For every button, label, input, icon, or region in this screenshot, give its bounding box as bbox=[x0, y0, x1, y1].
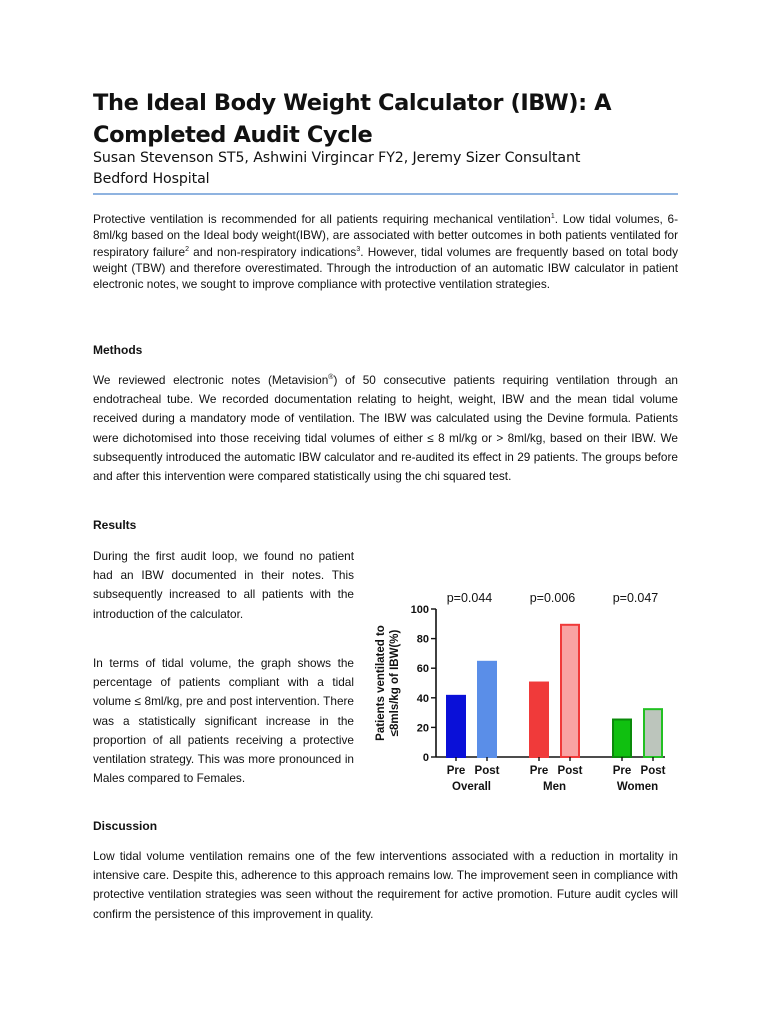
svg-text:≤8mls/kg of IBW(%): ≤8mls/kg of IBW(%) bbox=[389, 629, 401, 737]
intro-text-2: . Low tidal volumes, 6-8ml/kg based on the Ideal body weight(IBW), are associated with better outcomes in both patients ventilated for respiratory failure bbox=[93, 212, 679, 259]
y-axis-label bbox=[375, 625, 401, 741]
bar-overall-pre bbox=[447, 696, 465, 757]
document-title bbox=[93, 87, 693, 151]
bar-women-pre bbox=[613, 720, 631, 757]
x-tick-label: Post bbox=[640, 765, 666, 777]
results-paragraph-2: In terms of tidal volume, the graph shows the percentage of patients compliant with a tidal volume ≤ 8ml/kg, pre and post intervention. There was a statistically significant increase in the proportion of all patients receiving a protective ventilation strategy. This was more pronounced in Males compared to Females. bbox=[93, 656, 354, 786]
group-label-overall: Overall bbox=[452, 781, 491, 793]
methods-paragraph bbox=[93, 371, 678, 486]
results-heading: Results bbox=[93, 518, 137, 532]
discussion-heading: Discussion bbox=[93, 819, 158, 833]
discussion-paragraph: Low tidal volume ventilation remains one of the few interventions associated with a reduction in mortality in intensive care. Despite this, adherence to this approach remains low. The improvement seen in compliance with protective ventilation strategies was seen without the requirement for active promotion. Future audit cycles will confirm the persistence of this improvement in quality. bbox=[93, 849, 678, 921]
p-value-men: p=0.006 bbox=[529, 591, 576, 605]
x-tick-label: Pre bbox=[612, 765, 632, 777]
methods-text-1: We reviewed electronic notes (Metavision bbox=[93, 373, 329, 387]
group-label-women: Women bbox=[616, 781, 659, 793]
citation-2: 2 bbox=[185, 245, 189, 253]
title-line-2: Completed Audit Cycle bbox=[93, 122, 373, 148]
citation-3: 3 bbox=[356, 245, 361, 253]
y-tick-label: 80 bbox=[416, 633, 429, 646]
intro-text-4: . However, tidal volumes are frequently based on total body weight (TBW) and therefore overestimated. Through the introduction of an automatic IBW calculator in patient electronic notes, we sought to improve compliance with protective ventilation strategies. bbox=[93, 244, 678, 292]
p-value-women: p=0.047 bbox=[612, 591, 659, 605]
x-tick-label: Pre bbox=[529, 765, 549, 777]
intro-text-3: and non-respiratory indications bbox=[188, 244, 357, 259]
x-tick-label: Post bbox=[557, 765, 583, 777]
svg-text:Patients ventilated to: Patients ventilated to bbox=[375, 625, 387, 741]
y-tick-label: 40 bbox=[416, 692, 429, 705]
bar-overall-post bbox=[478, 662, 496, 757]
bar-chart-svg bbox=[360, 580, 680, 800]
authors: Susan Stevenson ST5, Ashwini Virgincar FY2, Jeremy Sizer Consultant bbox=[93, 150, 581, 166]
intro-paragraph bbox=[93, 211, 678, 292]
intro-text-1: Protective ventilation is recommended for all patients requiring mechanical ventilation bbox=[93, 212, 551, 226]
y-tick-label: 60 bbox=[416, 663, 429, 676]
bar-chart bbox=[360, 580, 680, 800]
p-value-overall: p=0.044 bbox=[446, 591, 493, 605]
y-tick-label: 0 bbox=[422, 752, 429, 764]
y-tick-label: 20 bbox=[416, 722, 429, 735]
bar-men-post bbox=[561, 625, 579, 757]
registered-mark: ® bbox=[328, 374, 334, 382]
bar-women-post bbox=[644, 709, 662, 757]
title-divider bbox=[93, 193, 678, 195]
title-line-1: The Ideal Body Weight Calculator (IBW): A bbox=[93, 90, 612, 116]
group-label-men: Men bbox=[543, 781, 566, 793]
x-tick-label: Pre bbox=[446, 765, 466, 777]
affiliation: Bedford Hospital bbox=[93, 171, 210, 187]
citation-1: 1 bbox=[550, 213, 555, 221]
bar-men-pre bbox=[530, 683, 548, 757]
methods-heading: Methods bbox=[93, 343, 143, 357]
author-block bbox=[93, 148, 693, 190]
methods-text-2: ) of 50 consecutive patients requiring ventilation through an endotracheal tube. We recorded documentation relating to height, weight, IBW and the mean tidal volume received during a mandatory mode of ventilation. The IBW was calculated using the Devine formula. Patients were dichotomised into those receiving tidal volumes of either ≤ 8 ml/kg or > 8ml/kg, based on their IBW. We subsequently introduced the automatic IBW calculator and re-audited its effect in 29 patients. The groups before and after this intervention were compared statistically using the chi squared test. bbox=[93, 373, 678, 484]
results-paragraph-1: During the first audit loop, we found no patient had an IBW documented in their notes. This subsequently increased to all patients with the introduction of the calculator. bbox=[93, 549, 354, 621]
x-tick-label: Post bbox=[474, 765, 500, 777]
y-tick-label: 100 bbox=[410, 604, 429, 616]
